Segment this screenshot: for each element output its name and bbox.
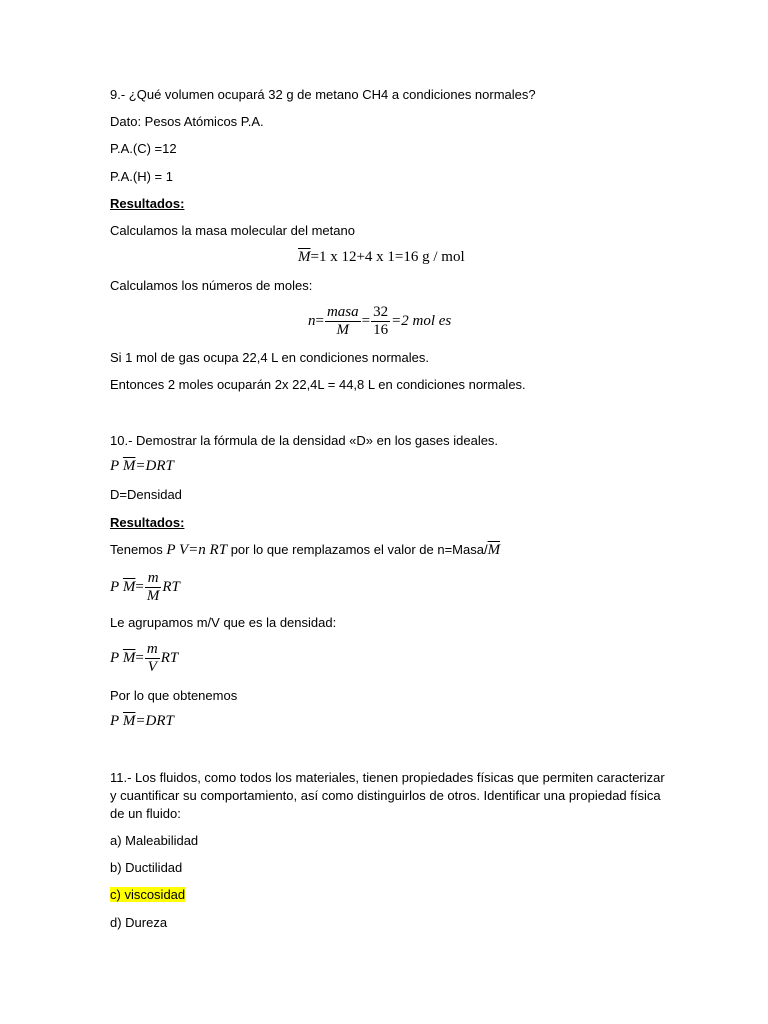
q11-option-a: a) Maleabilidad [110,833,199,848]
fraction-numerator: m [145,570,162,588]
q10-equation-step2 [110,641,178,676]
fraction-denominator: 16 [373,322,389,338]
fraction-denominator: M [146,588,160,604]
q9-calc-moles: Calculamos los números de moles: [110,278,313,293]
molar-mass-expression: =1 x 12+4 x 1=16 g / mol [310,249,465,265]
q11-option-c-wrapper [110,887,185,903]
moles-symbol: n [308,312,316,329]
q9-line2: Entonces 2 moles ocuparán 2x 22,4L = 44,8 L en condiciones normales. [110,377,526,392]
q9-calc-masa: Calculamos la masa molecular del metano [110,223,355,238]
q9-line1: Si 1 mol de gas ocupa 22,4 L en condiciones normales. [110,350,429,365]
equation-rhs: =DRT [135,713,174,729]
equals-sign: = [361,312,371,329]
moles-result: =2 mol es [391,312,452,329]
q9-pa-c: P.A.(C) =12 [110,141,177,156]
q10-d-definition: D=Densidad [110,487,182,502]
q9-equation-moles [308,304,451,339]
pressure-symbol: P [110,578,120,595]
q10-resultados-heading: Resultados: [110,515,185,530]
fraction-denominator: V [147,659,157,675]
tenemos-text: Tenemos [110,542,163,557]
q11-option-c-highlighted: c) viscosidad [110,887,186,902]
equation-rest: RT [162,578,180,595]
q11-question: 11.- Los fluidos, como todos los materiales, tienen propiedades físicas que permiten caracterizar y cuantificar su comportamiento, así como distinguirlos de otros. Identificar una propiedad física de un fluido: [110,770,665,821]
molar-mass-symbol: $\overline{M}$ [122,458,136,474]
fraction-m-over-M [145,570,162,605]
pressure-symbol: P [110,713,120,729]
molar-mass-symbol: $\overline{M}$ [122,578,136,595]
pressure-symbol: P [110,458,120,474]
reemplazo-text: por lo que remplazamos el valor de n=Masa/ [230,542,488,557]
molar-mass-symbol: $\overline{M}$ [298,249,311,265]
fraction-numerator: m [146,641,158,657]
fraction-32-over-16 [371,304,390,339]
q10-equation-step1 [110,570,180,605]
q10-tenemos-line [110,542,500,558]
equals-sign: = [135,649,144,666]
q9-resultados-heading: Resultados: [110,196,185,211]
fraction-numerator: 32 [373,304,389,320]
q9-equation-molar-mass [298,249,465,266]
q9-question: 9.- ¿Qué volumen ocupará 32 g de metano CH4 a condiciones normales? [110,87,536,102]
ideal-gas-equation: P V=n RT [166,542,228,558]
equation-rhs: =DRT [135,458,174,474]
equals-sign: = [135,578,144,595]
q11-option-d: d) Dureza [110,915,168,930]
pressure-symbol: P [110,649,120,666]
q9-pa-h: P.A.(H) = 1 [110,169,173,184]
q11-option-b: b) Ductilidad [110,860,183,875]
fraction-numerator: masa [326,304,359,320]
fraction-denominator: M [336,322,350,338]
q10-equation-final [110,713,174,730]
fraction-masa-over-M [325,304,361,339]
molar-mass-symbol: $\overline{M}$ [122,649,136,666]
q10-agrupamos: Le agrupamos m/V que es la densidad: [110,615,337,630]
q10-question: 10.- Demostrar la fórmula de la densidad «D» en los gases ideales. [110,433,499,448]
molar-mass-symbol: $\overline{M}$ [122,713,136,729]
q9-dato: Dato: Pesos Atómicos P.A. [110,114,264,129]
molar-mass-symbol: $\overline{M}$ [487,542,501,558]
equals-sign: = [315,312,324,329]
q10-obtenemos: Por lo que obtenemos [110,688,238,703]
fraction-m-over-V [145,641,160,676]
equation-rest: RT [160,649,179,666]
q10-equation-main [110,458,174,475]
